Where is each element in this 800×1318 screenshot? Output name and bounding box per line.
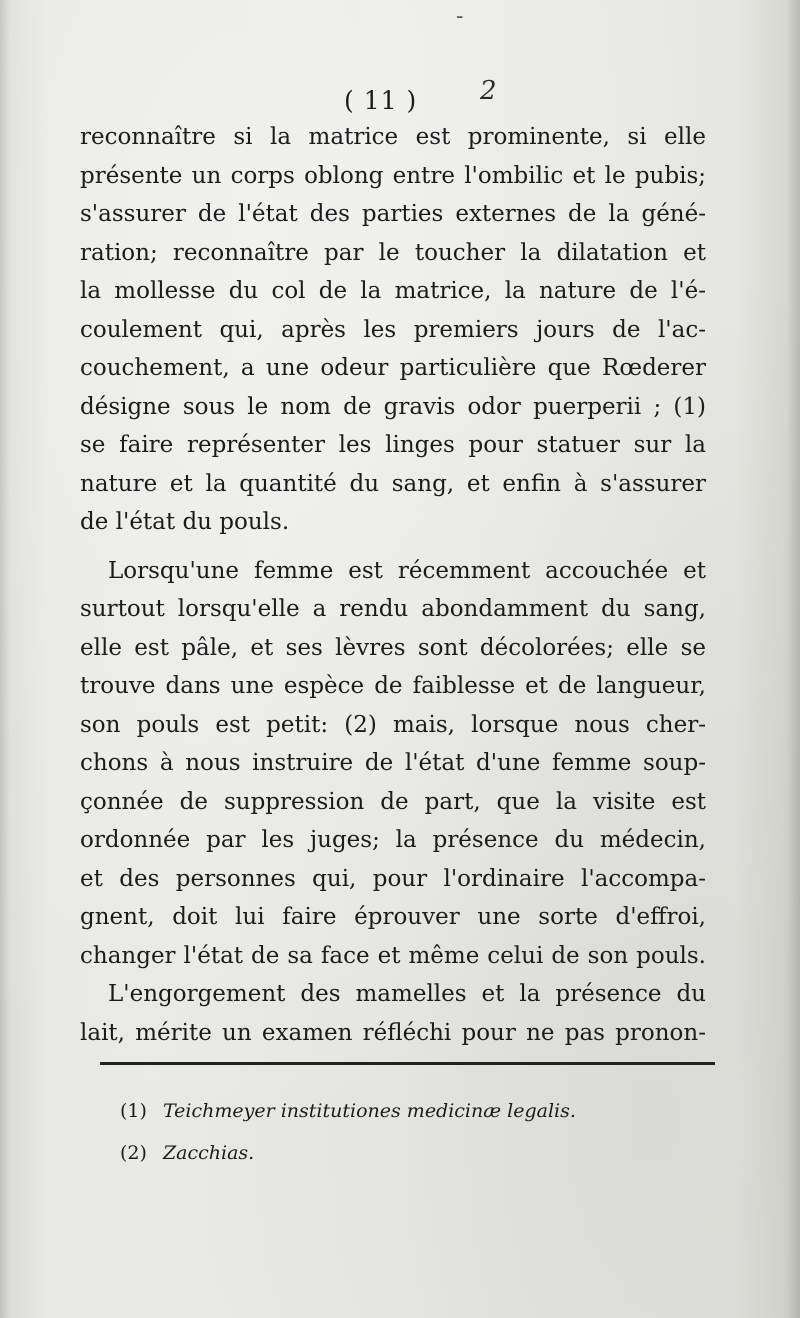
text-line: Lorsqu'une femme est récemment accouchée et	[108, 557, 706, 584]
text-line: nature et la quantité du sang, et enfin à s'assurer	[80, 470, 706, 497]
text-line: s'assurer de l'état des parties externes de la géné-	[80, 201, 706, 227]
footnote-text: Teichmeyer institutiones medicinæ legalis.	[162, 1100, 576, 1122]
top-dash-mark: -	[456, 4, 464, 29]
text-line: ration; reconnaître par le toucher la dilatation et	[80, 239, 706, 266]
text-line: coulement qui, après les premiers jours de l'ac-	[80, 316, 706, 343]
footnote-text: Zacchias.	[162, 1142, 255, 1164]
page-number: ( 11 )	[344, 86, 418, 115]
footnote-marker: (1)	[120, 1100, 147, 1122]
footnotes	[120, 1090, 720, 1174]
handwritten-mark: 2	[480, 76, 497, 106]
text-line: lait, mérite un examen réfléchi pour ne pas pronon-	[80, 1019, 706, 1046]
text-line: se faire représenter les linges pour statuer sur la	[80, 432, 706, 458]
text-line: ordonnée par les juges; la présence du médecin,	[80, 827, 706, 853]
text-line: reconnaître si la matrice est prominente, si elle	[80, 124, 706, 150]
text-line: surtout lorsqu'elle a rendu abondamment du sang,	[80, 596, 706, 622]
text-line: son pouls est petit: (2) mais, lorsque nous cher-	[80, 711, 706, 738]
text-line: trouve dans une espèce de faiblesse et de langueur,	[80, 673, 706, 699]
text-line: L'engorgement des mamelles et la présence du	[108, 981, 706, 1007]
body-text	[80, 118, 706, 1052]
text-line: chons à nous instruire de l'état d'une femme soup-	[80, 750, 706, 776]
text-line: et des personnes qui, pour l'ordinaire l'accompa-	[80, 865, 706, 892]
text-line: couchement, a une odeur particulière que Rœderer	[80, 355, 706, 381]
text-line: désigne sous le nom de gravis odor puerperii ; (1)	[80, 393, 706, 420]
text-line: gnent, doit lui faire éprouver une sorte d'effroi,	[80, 904, 706, 930]
text-line: elle est pâle, et ses lèvres sont décolorées; elle se	[80, 634, 706, 661]
footnote-marker: (2)	[120, 1142, 147, 1164]
page-right-shadow	[786, 0, 800, 1318]
text-line: changer l'état de sa face et même celui de son pouls.	[80, 942, 706, 969]
page-left-shadow	[0, 0, 10, 1318]
footnote-item	[120, 1132, 720, 1174]
footnote-rule	[100, 1062, 715, 1065]
text-line: la mollesse du col de la matrice, la nature de l'é-	[80, 278, 706, 304]
text-line: de l'état du pouls.	[80, 509, 290, 535]
footnote-item	[120, 1090, 720, 1132]
text-line: présente un corps oblong entre l'ombilic et le pubis;	[80, 162, 706, 189]
text-line: çonnée de suppression de part, que la visite est	[80, 788, 706, 815]
